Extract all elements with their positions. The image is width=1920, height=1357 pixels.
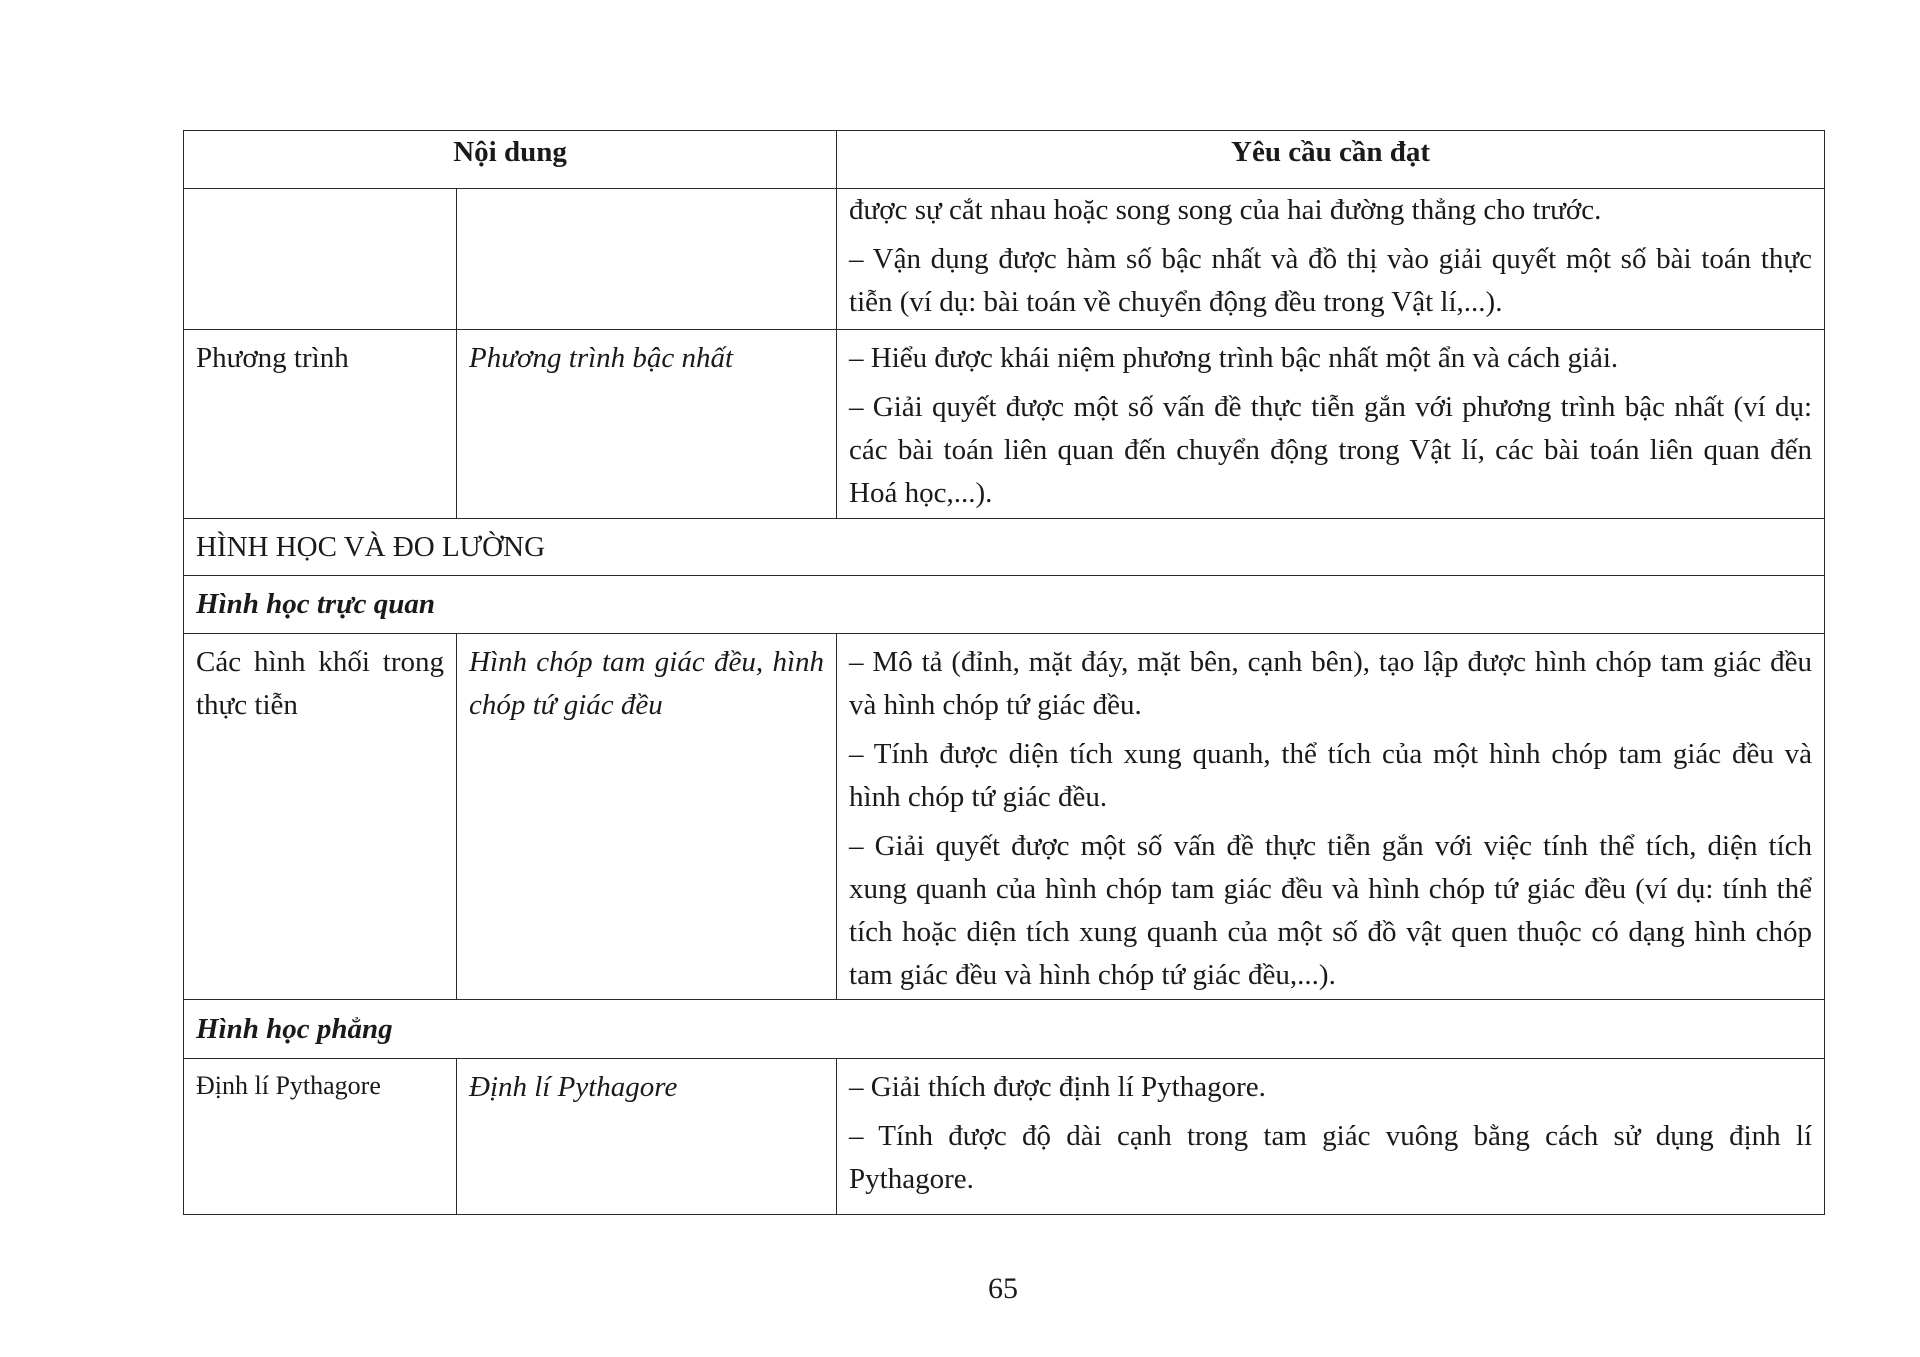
table-row-solids [184,634,1825,1000]
requirement-line: được sự cắt nhau hoặc song song của hai đường thẳng cho trước. [849,194,1602,226]
topic-text: Định lí Pythagore [196,1071,381,1100]
subtopic-text: Phương trình bậc nhất [469,342,734,374]
table-row-equation [184,330,1825,519]
subsection-row-visual [184,576,1825,634]
requirement-line: – Giải quyết được một số vấn đề thực tiễn gắn với phương trình bậc nhất (ví dụ: các bài toán liên quan đến chuyển động trong Vật lí, các bài toán liên quan đến Hoá học,...). [849,391,1813,509]
curriculum-table [183,130,1825,1215]
subsection-heading: Hình học trực quan [184,576,1825,634]
requirement-line: – Hiểu được khái niệm phương trình bậc nhất một ẩn và cách giải. [849,342,1619,374]
topic-text: Phương trình [196,342,349,374]
cell-subtopic [457,1059,837,1215]
section-row-geometry [184,519,1825,576]
subsection-row-plane [184,1000,1825,1059]
cell-empty-topic [184,189,457,330]
cell-topic [184,634,457,1000]
cell-topic [184,1059,457,1215]
requirement-line: – Giải quyết được một số vấn đề thực tiễn gắn với việc tính thể tích, diện tích xung quanh của hình chóp tam giác đều và hình chóp tứ giác đều (ví dụ: tính thể tích hoặc diện tích xung quanh của một số đồ vật quen thuộc có dạng hình chóp tam giác đều và hình chóp tứ giác đều,...). [849,830,1813,991]
cell-empty-subtopic [457,189,837,330]
subsection-heading: Hình học phẳng [184,1000,1825,1059]
subtopic-text: Hình chóp tam giác đều, hình chóp tứ giác đều [469,646,825,721]
requirement-line: – Mô tả (đỉnh, mặt đáy, mặt bên, cạnh bên), tạo lập được hình chóp tam giác đều và hình chóp tứ giác đều. [849,646,1813,721]
cell-requirements [837,330,1825,519]
table-row-continued [184,189,1825,330]
header-content: Nội dung [184,131,837,189]
subtopic-text: Định lí Pythagore [469,1071,678,1103]
page-number: 65 [988,1272,1018,1305]
topic-text: Các hình khối trong thực tiễn [196,646,444,721]
section-heading: HÌNH HỌC VÀ ĐO LƯỜNG [184,519,1825,576]
cell-subtopic [457,330,837,519]
requirement-line: – Tính được độ dài cạnh trong tam giác vuông bằng cách sử dụng định lí Pythagore. [849,1120,1813,1195]
cell-topic [184,330,457,519]
cell-continued-requirements [837,189,1825,330]
requirement-line: – Vận dụng được hàm số bậc nhất và đồ thị vào giải quyết một số bài toán thực tiễn (ví dụ: bài toán về chuyển động đều trong Vật lí,...). [849,243,1813,318]
cell-requirements [837,634,1825,1000]
header-requirements: Yêu cầu cần đạt [837,131,1825,189]
table-row-pythagoras [184,1059,1825,1215]
requirement-line: – Tính được diện tích xung quanh, thể tích của một hình chóp tam giác đều và hình chóp tứ giác đều. [849,738,1813,813]
table-header-row [184,131,1825,189]
cell-subtopic [457,634,837,1000]
requirement-line: – Giải thích được định lí Pythagore. [849,1071,1266,1103]
cell-requirements [837,1059,1825,1215]
